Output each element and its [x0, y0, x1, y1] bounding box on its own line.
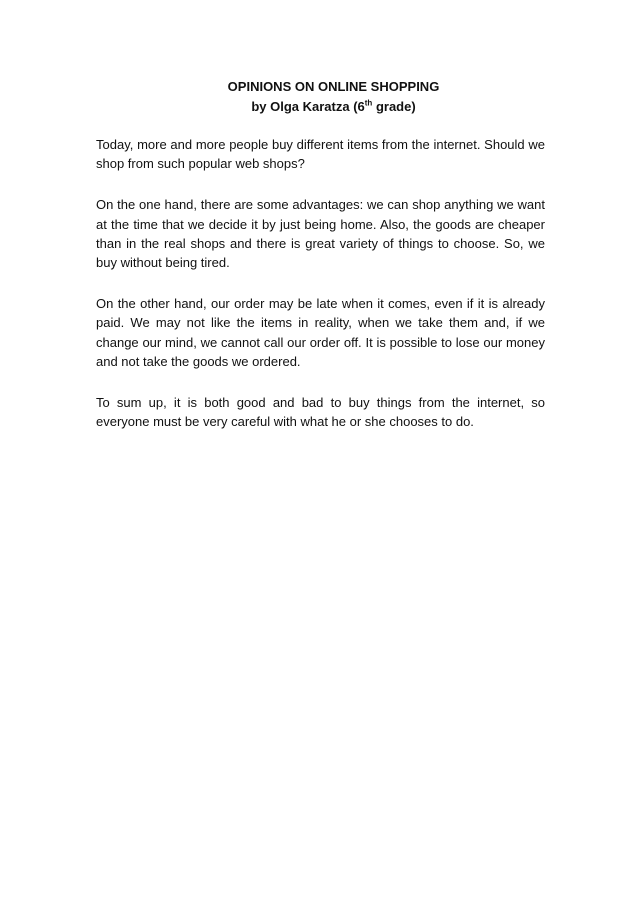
byline-superscript: th	[364, 98, 373, 108]
document-title: OPINIONS ON ONLINE SHOPPING	[227, 79, 440, 94]
paragraph-conclusion: To sum up, it is both good and bad to buy things from the internet, so everyone must be very careful with what he or she chooses to do.	[96, 395, 545, 430]
byline-suffix: grade)	[372, 99, 416, 114]
paragraph-intro: Today, more and more people buy different items from the internet. Should we shop from such popular web shops?	[96, 137, 545, 172]
byline	[122, 97, 545, 117]
paragraph-advantages: On the one hand, there are some advantages: we can shop anything we want at the time that we decide it by just being home. Also, the goods are cheaper than in the real shops and there is great variety of things to choose. So, we buy without being tired.	[96, 197, 545, 271]
paragraph-disadvantages: On the other hand, our order may be late when it comes, even if it is already paid. We may not like the items in reality, when we take them and, if we change our mind, we cannot call our order off. It is possible to lose our money and not take the goods we ordered.	[96, 296, 545, 369]
title-block	[96, 77, 545, 117]
document-page	[96, 77, 545, 453]
byline-prefix: by Olga Karatza (6	[251, 99, 365, 114]
